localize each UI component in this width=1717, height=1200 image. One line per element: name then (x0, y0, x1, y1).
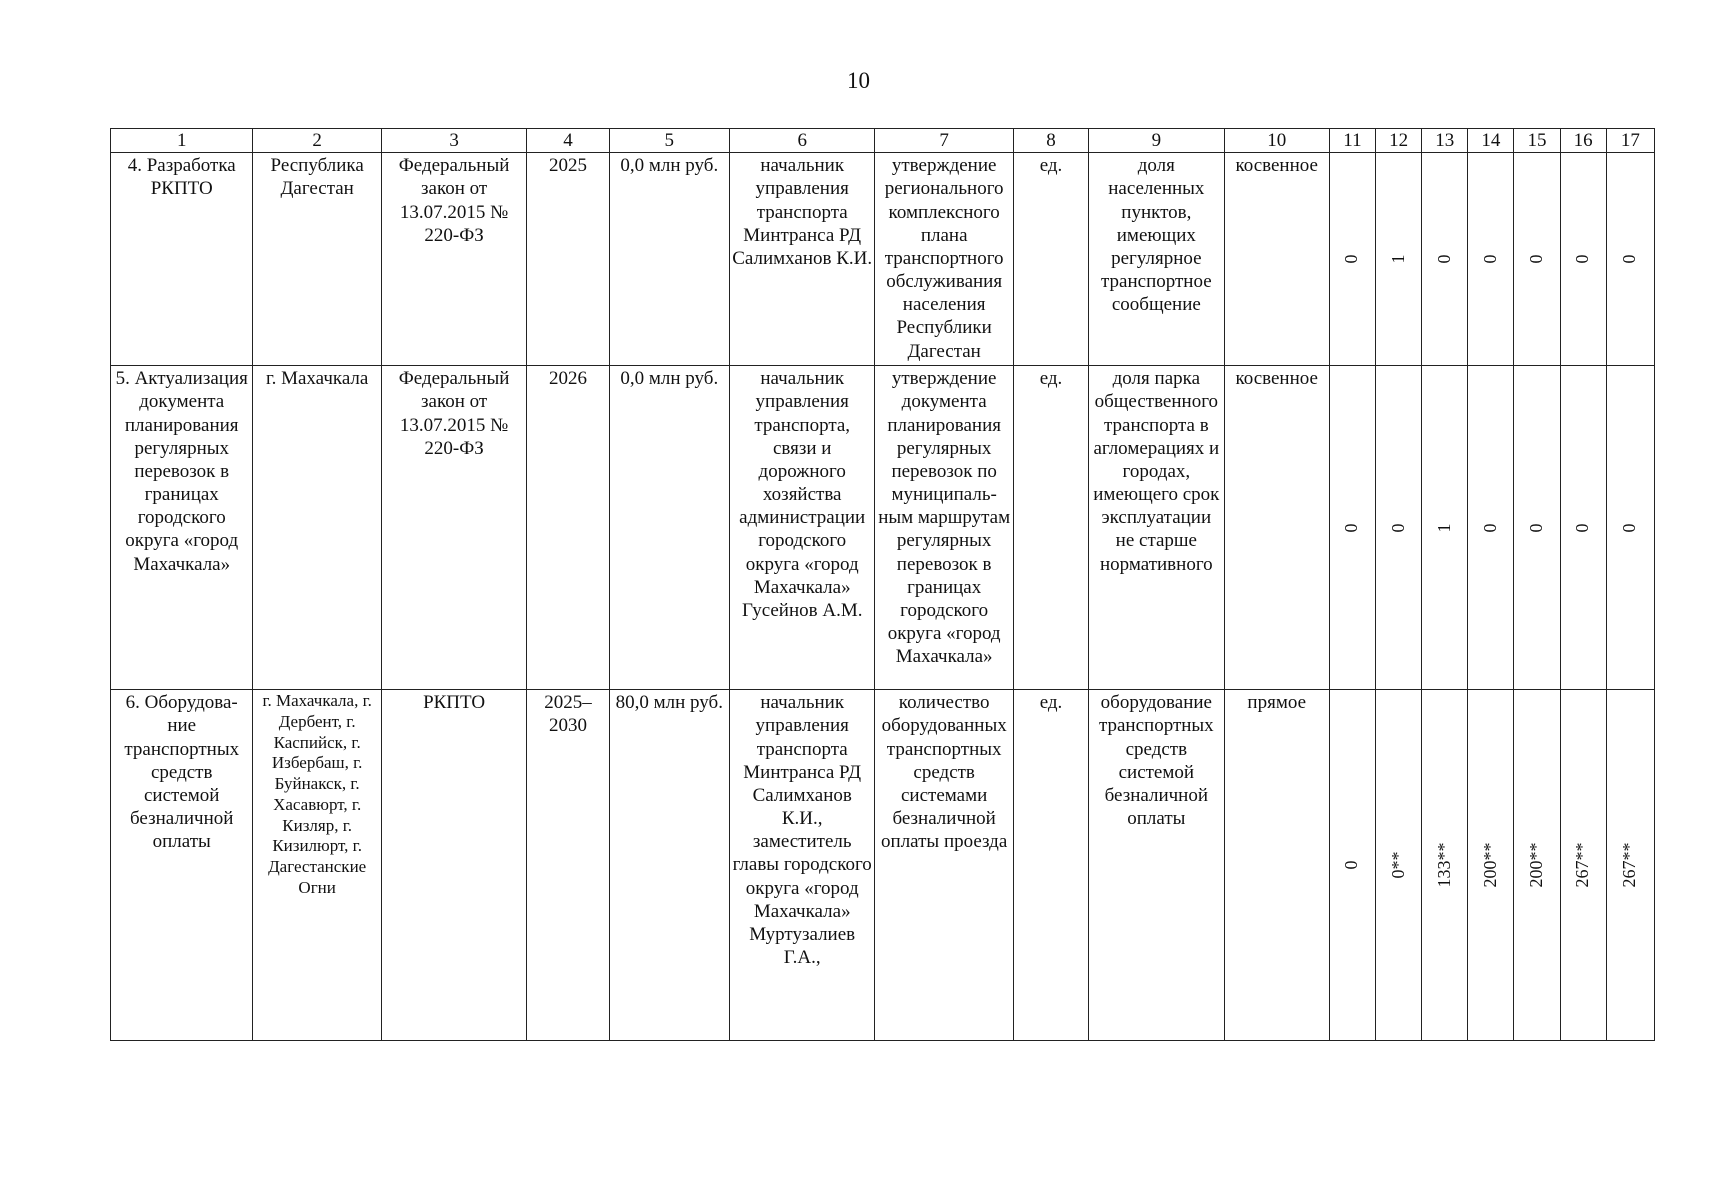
responsible-cell: начальник управления транспорта Минтранса РД Салимханов К.И., заместитель главы городского округа «город Махачкала» Муртузалиев Г.А., (729, 690, 874, 1041)
column-header: 7 (875, 129, 1013, 153)
measures-table (110, 128, 1655, 1041)
measure-name-cell: 5. Актуализация документа планирования регулярных перевозок в границах городского округа «город Махачкала» (111, 366, 253, 690)
value-cell (1560, 366, 1606, 690)
value-text: 133** (1433, 842, 1454, 888)
column-header: 10 (1224, 129, 1329, 153)
period-cell: 2026 (527, 366, 609, 690)
impact-type-cell: косвенное (1224, 153, 1329, 366)
territory-cell: г. Махачкала (253, 366, 381, 690)
funding-cell: 0,0 млн руб. (609, 366, 729, 690)
territory-cell: Республика Дагестан (253, 153, 381, 366)
value-cell (1329, 690, 1375, 1041)
value-text: 200** (1479, 842, 1500, 888)
column-header: 12 (1376, 129, 1422, 153)
column-header: 16 (1560, 129, 1606, 153)
column-header: 17 (1606, 129, 1654, 153)
value-text: 200** (1526, 842, 1547, 888)
column-header: 15 (1514, 129, 1560, 153)
impact-type-cell: прямое (1224, 690, 1329, 1041)
value-text: 267** (1619, 842, 1640, 888)
header-row (111, 129, 1655, 153)
value-cell (1376, 690, 1422, 1041)
measure-name-cell: 4. Разработка РКПТО (111, 153, 253, 366)
value-cell (1422, 153, 1468, 366)
value-cell (1376, 153, 1422, 366)
value-cell (1606, 153, 1654, 366)
value-cell (1606, 690, 1654, 1041)
result-cell: утверждение документа планирования регулярных перевозок по муниципаль-ным маршрутам регулярных перевозок в границах городского округа «город Махачкала» (875, 366, 1013, 690)
result-cell: утверждение регионального комплексного плана транспортного обслуживания населения Республики Дагестан (875, 153, 1013, 366)
value-cell (1560, 153, 1606, 366)
table-row (111, 153, 1655, 366)
value-text: 0** (1387, 851, 1408, 879)
responsible-cell: начальник управления транспорта Минтранса РД Салимханов К.И. (729, 153, 874, 366)
territory-cell: г. Махачкала, г. Дербент, г. Каспийск, г. Избербаш, г. Буйнакск, г. Хасавюрт, г. Кизляр, г. Кизилюрт, г. Дагестанские Огни (253, 690, 381, 1041)
basis-cell: Федеральный закон от 13.07.2015 № 220-ФЗ (381, 366, 526, 690)
value-cell (1468, 690, 1514, 1041)
value-text: 0 (1341, 254, 1362, 264)
column-header: 5 (609, 129, 729, 153)
table-row (111, 690, 1655, 1041)
column-header: 3 (381, 129, 526, 153)
value-text: 0 (1619, 254, 1640, 264)
period-cell: 2025–2030 (527, 690, 609, 1041)
column-header: 8 (1013, 129, 1088, 153)
value-cell (1606, 366, 1654, 690)
value-text: 0 (1479, 523, 1500, 533)
value-cell (1514, 366, 1560, 690)
value-text: 0 (1341, 860, 1362, 870)
value-text: 0 (1433, 254, 1454, 264)
value-text: 1 (1433, 523, 1454, 533)
result-cell: количество оборудованных транспортных средств системами безналичной оплаты проезда (875, 690, 1013, 1041)
column-header: 11 (1329, 129, 1375, 153)
measure-name-cell: 6. Оборудова-ние транспортных средств системой безналичной оплаты (111, 690, 253, 1041)
value-text: 0 (1341, 523, 1362, 533)
value-cell (1514, 690, 1560, 1041)
value-text: 0 (1479, 254, 1500, 264)
indicator-cell: доля населенных пунктов, имеющих регулярное транспортное сообщение (1089, 153, 1224, 366)
column-header: 14 (1468, 129, 1514, 153)
column-header: 13 (1422, 129, 1468, 153)
funding-cell: 0,0 млн руб. (609, 153, 729, 366)
indicator-cell: доля парка общественного транспорта в агломерациях и городах, имеющего срок эксплуатации не старше нормативного (1089, 366, 1224, 690)
value-cell (1468, 366, 1514, 690)
value-text: 0 (1572, 254, 1593, 264)
period-cell: 2025 (527, 153, 609, 366)
column-header: 1 (111, 129, 253, 153)
responsible-cell: начальник управления транспорта, связи и дорожного хозяйства администрации городского округа «город Махачкала» Гусейнов А.М. (729, 366, 874, 690)
value-cell (1560, 690, 1606, 1041)
impact-type-cell: косвенное (1224, 366, 1329, 690)
value-cell (1422, 366, 1468, 690)
table-row (111, 366, 1655, 690)
value-text: 0 (1619, 523, 1640, 533)
column-header: 9 (1089, 129, 1224, 153)
value-text: 0 (1572, 523, 1593, 533)
column-header: 6 (729, 129, 874, 153)
value-cell (1514, 153, 1560, 366)
value-text: 1 (1387, 254, 1408, 264)
indicator-cell: оборудование транспортных средств системой безналичной оплаты (1089, 690, 1224, 1041)
unit-cell: ед. (1013, 153, 1088, 366)
value-text: 0 (1526, 523, 1547, 533)
value-cell (1422, 690, 1468, 1041)
basis-cell: Федеральный закон от 13.07.2015 № 220-ФЗ (381, 153, 526, 366)
value-text: 0 (1526, 254, 1547, 264)
unit-cell: ед. (1013, 690, 1088, 1041)
value-cell (1468, 153, 1514, 366)
value-cell (1376, 366, 1422, 690)
column-header: 2 (253, 129, 381, 153)
value-text: 267** (1572, 842, 1593, 888)
value-cell (1329, 366, 1375, 690)
value-cell (1329, 153, 1375, 366)
value-text: 0 (1387, 523, 1408, 533)
unit-cell: ед. (1013, 366, 1088, 690)
page-number: 10 (847, 68, 870, 93)
basis-cell: РКПТО (381, 690, 526, 1041)
funding-cell: 80,0 млн руб. (609, 690, 729, 1041)
column-header: 4 (527, 129, 609, 153)
